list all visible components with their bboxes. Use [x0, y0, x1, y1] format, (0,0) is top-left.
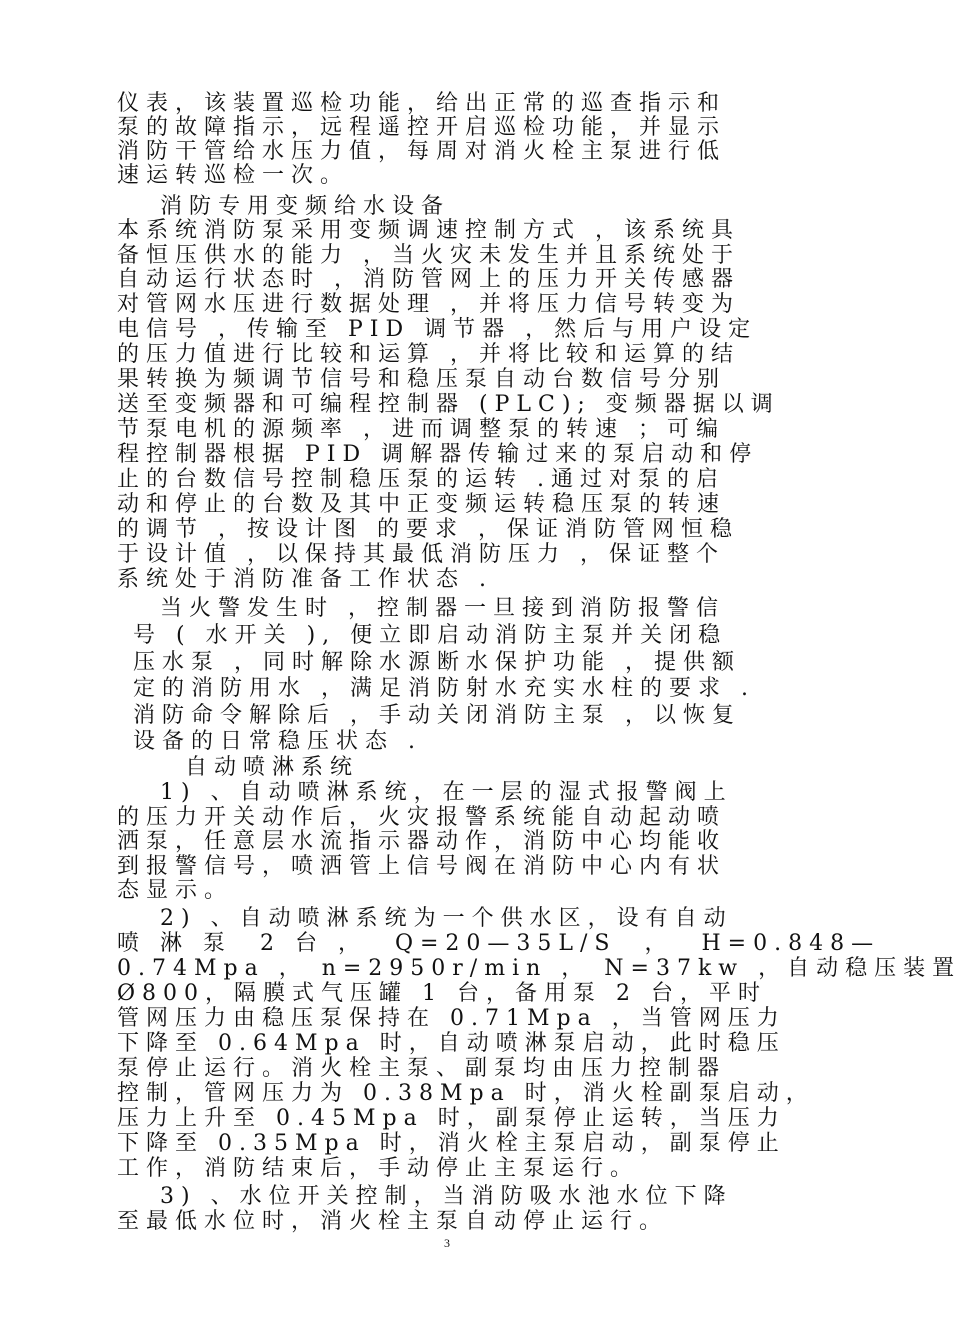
text-line: 动和停止的台数及其中正变频运转稳压泵的转速 — [117, 492, 727, 517]
text-line: 控制，管网压力为 0.38Mpa 时，消火栓副泵启动， — [117, 1081, 815, 1106]
text-line: 当火警发生时 ，控制器一旦接到消防报警信 — [160, 596, 725, 621]
text-line: 止的台数信号控制稳压泵的运转 .通过对泵的启 — [117, 467, 725, 492]
text-line: 压力上升至 0.45Mpa 时，副泵停止运转，当压力 — [117, 1106, 786, 1131]
text-line: 的压力开关动作后，火灾报警系统能自动起动喷 — [117, 805, 727, 830]
text-line: 备恒压供水的能力 ，当火灾未发生并且系统处于 — [117, 243, 740, 268]
text-line: 泵停止运行。消火栓主泵、副泵均由压力控制器 — [117, 1056, 727, 1081]
text-line: 至最低水位时，消火栓主泵自动停止运行。 — [117, 1209, 669, 1234]
text-line: 泵的故障指示，远程遥控开启巡检功能，并显示 — [117, 115, 727, 140]
text-line: 自动运行状态时 ，消防管网上的压力开关传感器 — [117, 267, 740, 292]
text-line: 定的消防用水 ，满足消防射水充实水柱的要求 . — [133, 676, 755, 701]
text-line: 节泵电机的源频率 ，进而调整泵的转速 ；可编 — [117, 417, 725, 442]
text-line: 管网压力由稳压泵保持在 0.71Mpa ，当管网压力 — [117, 1006, 786, 1031]
text-line: 速运转巡检一次。 — [117, 163, 350, 188]
text-line: 电信号 ，传输至 PID 调节器 ，然后与用户设定 — [117, 317, 758, 342]
text-line: 果转换为频调节信号和稳压泵自动台数信号分别 — [117, 367, 727, 392]
text-line: 送至变频器和可编程控制器 (PLC); 变频器据以调 — [117, 392, 780, 417]
text-line: 本系统消防泵采用变频调速控制方式 ，该系统具 — [117, 218, 740, 243]
text-line: 设备的日常稳压状态 . — [133, 729, 422, 754]
text-line: 消防命令解除后 ，手动关闭消防主泵 ，以恢复 — [133, 703, 741, 728]
text-line: 工作，消防结束后，手动停止主泵运行。 — [117, 1156, 640, 1181]
text-line: 仪表，该装置巡检功能，给出正常的巡查指示和 — [117, 91, 727, 116]
text-line: 压水泵 ，同时解除水源断水保护功能 ，提供额 — [133, 650, 741, 675]
text-line: 号 ( 水开关 ), 便立即启动消防主泵并关闭稳 — [133, 623, 728, 648]
text-line: 3) 、水位开关控制，当消防吸水池水位下降 — [160, 1184, 733, 1209]
section-heading: 消防专用变频给水设备 — [160, 194, 451, 219]
text-line: 洒泵，任意层水流指示器动作，消防中心均能收 — [117, 829, 727, 854]
text-line: 系统处于消防准备工作状态 . — [117, 567, 493, 592]
text-line: 2) 、自动喷淋系统为一个供水区，设有自动 — [160, 906, 733, 931]
section-heading: 自动喷淋系统 — [185, 755, 360, 780]
text-line: 0.74Mpa ， n=2950r/min ， N=37kw ，自动稳压装置 — [117, 956, 961, 981]
text-line: 消防干管给水压力值，每周对消火栓主泵进行低 — [117, 139, 727, 164]
page-number: 3 — [444, 1236, 450, 1250]
text-line: 1) 、自动喷淋系统，在一层的湿式报警阀上 — [160, 780, 733, 805]
text-line: 对管网水压进行数据处理 ，并将压力信号转变为 — [117, 292, 740, 317]
text-line: Ø800，隔膜式气压罐 1 台，备用泵 2 台，平时 — [117, 981, 767, 1006]
text-line: 的压力值进行比较和运算 ，并将比较和运算的结 — [117, 342, 740, 367]
text-line: 态显示。 — [117, 878, 234, 903]
text-line: 喷 淋 泵 2 台 ， Q=20—35L/S ， H=0.848— — [117, 931, 881, 956]
text-line: 程控制器根据 PID 调解器传输过来的泵启动和停 — [117, 442, 759, 467]
text-line: 到报警信号，喷洒管上信号阀在消防中心内有状 — [117, 854, 727, 879]
text-line: 的调节 ，按设计图 的要求 ，保证消防管网恒稳 — [117, 517, 739, 542]
text-line: 下降至 0.64Mpa 时，自动喷淋泵启动，此时稳压 — [117, 1031, 786, 1056]
text-line: 于设计值 ，以保持其最低消防压力 ，保证整个 — [117, 542, 725, 567]
text-line: 下降至 0.35Mpa 时，消火栓主泵启动，副泵停止 — [117, 1131, 786, 1156]
